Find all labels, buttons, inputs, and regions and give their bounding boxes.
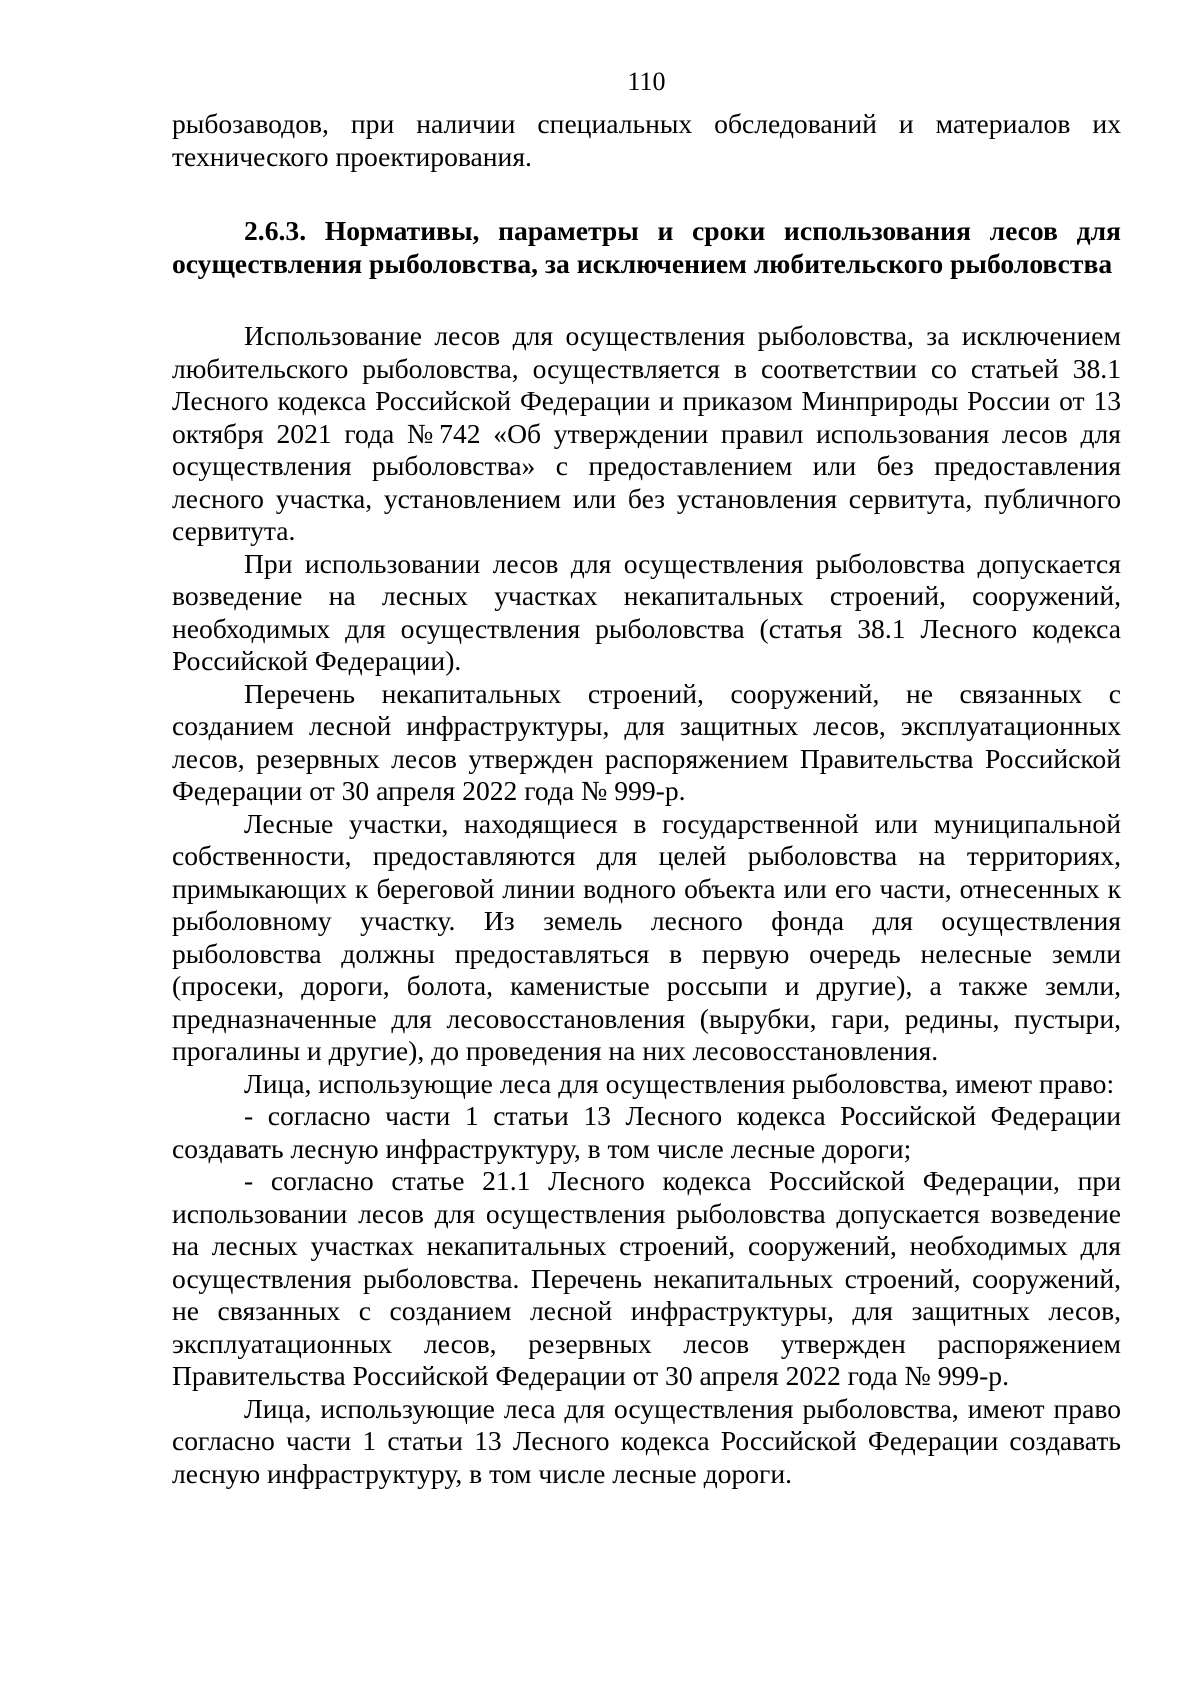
body-paragraph: Перечень некапитальных строений, сооружений, не связанных с созданием лесной инфраструктуры, для защитных лесов, эксплуатационных лесов, резервных лесов утвержден распоряжением Правительства Российской Федерации от 30 апреля 2022 года № 999-р. — [172, 677, 1121, 806]
list-item: - согласно статье 21.1 Лесного кодекса Российской Федерации, при использовании лесов для осуществления рыболовства допускается возведение на лесных участках некапитальных строений, сооружений, необходимых для осуществления рыболовства. Перечень некапитальных строений, сооружений, не связанных с созданием лесной инфраструктуры, для защитных лесов, эксплуатационных лесов, резервных лесов утвержден распоряжением Правительства Российской Федерации от 30 апреля 2022 года № 999-р. — [172, 1165, 1121, 1391]
body-paragraph: Лица, использующие леса для осуществления рыболовства, имеют право: — [244, 1067, 1115, 1099]
section-heading: 2.6.3. Нормативы, параметры и сроки использования лесов для осуществления рыболовства, за исключением любительского рыболовства — [172, 215, 1121, 279]
body-paragraph: Лесные участки, находящиеся в государственной или муниципальной собственности, предоставляются для целей рыболовства на территориях, примыкающих к береговой линии водного объекта или его части, отнесенных к рыболовному участку. Из земель лесного фонда для осуществления рыболовства должны предоставляться в первую очередь нелесные земли (просеки, дороги, болота, каменистые россыпи и другие), а также земли, предназначенные для лесовосстановления (вырубки, гари, редины, пустыри, прогалины и другие), до проведения на них лесовосстановления. — [172, 807, 1121, 1066]
body-paragraph: При использовании лесов для осуществления рыболовства допускается возведение на лесных участках некапитальных строений, сооружений, необходимых для осуществления рыболовства (статья 38.1 Лесного кодекса Российской Федерации). — [172, 547, 1121, 676]
document-page — [172, 66, 1121, 1490]
page-number: 110 — [627, 67, 666, 96]
body-paragraph: Лица, использующие леса для осуществления рыболовства, имеют право согласно части 1 статьи 13 Лесного кодекса Российской Федерации создавать лесную инфраструктуру, в том числе лесные дороги. — [172, 1392, 1121, 1489]
continuation-paragraph: рыбозаводов, при наличии специальных обследований и материалов их технического проектирования. — [172, 108, 1121, 172]
body-paragraph: Использование лесов для осуществления рыболовства, за исключением любительского рыболовства, осуществляется в соответствии со статьей 38.1 Лесного кодекса Российской Федерации и приказом Минприроды России от 13 октября 2021 года №742 «Об утверждении правил использования лесов для осуществления рыболовства» с предоставлением или без предоставления лесного участка, установлением или без установления сервитута, публичного сервитута. — [172, 320, 1121, 546]
list-item: - согласно части 1 статьи 13 Лесного кодекса Российской Федерации создавать лесную инфраструктуру, в том числе лесные дороги; — [172, 1100, 1121, 1164]
